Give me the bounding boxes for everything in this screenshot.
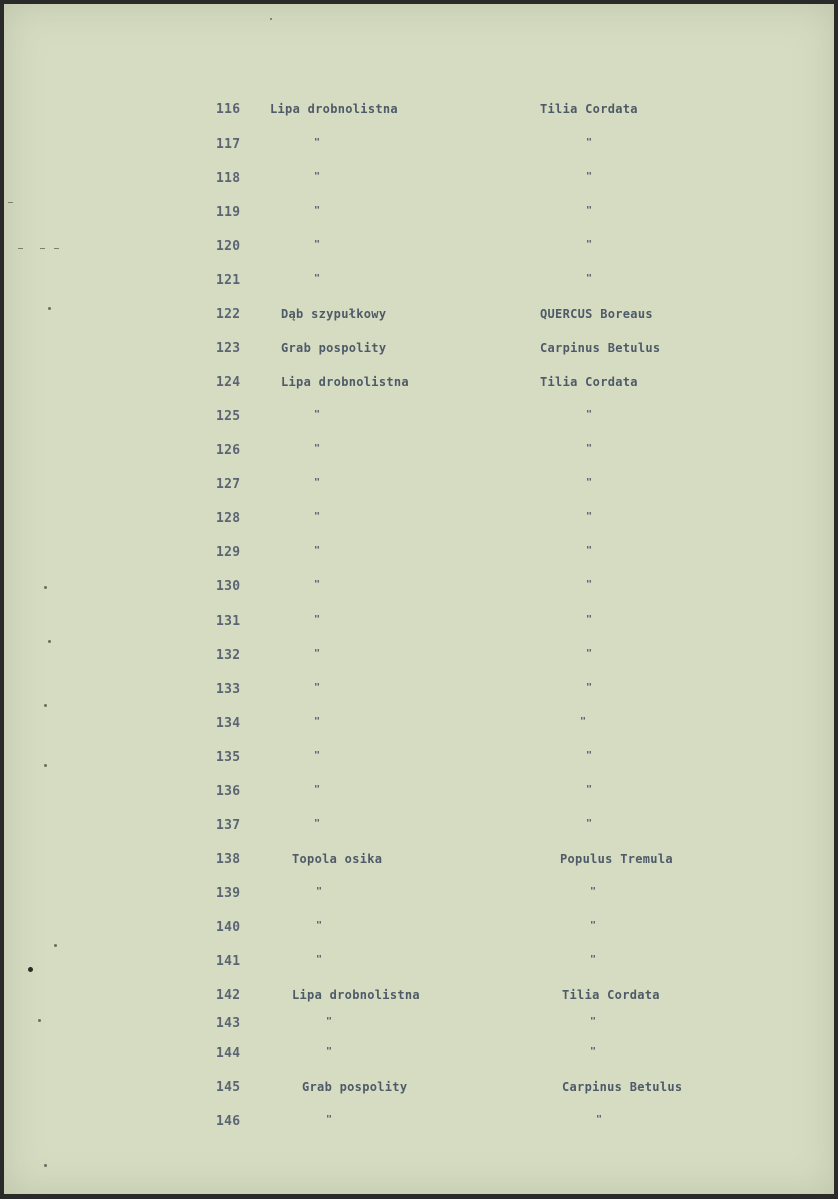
polish-name: " <box>314 171 321 182</box>
polish-name: " <box>314 716 321 727</box>
document-page <box>4 4 834 1194</box>
entry-number: 132 <box>216 648 241 663</box>
margin-mark <box>18 248 23 249</box>
table-row <box>4 886 834 906</box>
latin-name: " <box>586 511 593 522</box>
entry-number: 131 <box>216 614 241 629</box>
entry-number: 130 <box>216 579 241 594</box>
latin-name: Populus Tremula <box>560 852 673 866</box>
latin-name: " <box>586 545 593 556</box>
latin-name: Tilia Cordata <box>540 102 638 116</box>
margin-speck <box>270 18 272 20</box>
latin-name: " <box>586 443 593 454</box>
latin-name: " <box>586 579 593 590</box>
latin-name: " <box>586 137 593 148</box>
polish-name: " <box>316 954 323 965</box>
table-row <box>4 341 834 361</box>
latin-name: " <box>586 784 593 795</box>
entry-number: 127 <box>216 477 241 492</box>
polish-name: " <box>314 239 321 250</box>
entry-number: 141 <box>216 954 241 969</box>
latin-name: " <box>590 954 597 965</box>
margin-speck <box>44 704 47 707</box>
entry-number: 146 <box>216 1114 241 1129</box>
latin-name: Tilia Cordata <box>562 988 660 1002</box>
margin-speck <box>44 764 47 767</box>
table-row <box>4 239 834 259</box>
table-row <box>4 852 834 872</box>
entry-number: 140 <box>216 920 241 935</box>
polish-name: " <box>316 886 323 897</box>
table-row <box>4 1114 834 1134</box>
latin-name: " <box>586 409 593 420</box>
polish-name: " <box>326 1114 333 1125</box>
entry-number: 122 <box>216 307 241 322</box>
polish-name: " <box>314 750 321 761</box>
margin-mark <box>40 248 45 249</box>
polish-name: " <box>314 648 321 659</box>
table-row <box>4 648 834 668</box>
entry-number: 138 <box>216 852 241 867</box>
entry-number: 143 <box>216 1016 241 1031</box>
polish-name: Lipa drobnolistna <box>270 102 398 116</box>
table-row <box>4 750 834 770</box>
latin-name: " <box>586 682 593 693</box>
entry-number: 134 <box>216 716 241 731</box>
latin-name: " <box>586 477 593 488</box>
polish-name: " <box>314 205 321 216</box>
table-row <box>4 988 834 1008</box>
latin-name: " <box>590 886 597 897</box>
latin-name: " <box>586 239 593 250</box>
table-row <box>4 375 834 395</box>
latin-name: " <box>586 273 593 284</box>
latin-name: " <box>590 1046 597 1057</box>
table-row <box>4 307 834 327</box>
polish-name: " <box>316 920 323 931</box>
latin-name: " <box>586 750 593 761</box>
table-row <box>4 579 834 599</box>
entry-number: 136 <box>216 784 241 799</box>
latin-name: " <box>586 648 593 659</box>
table-row <box>4 443 834 463</box>
polish-name: " <box>326 1016 333 1027</box>
polish-name: " <box>314 614 321 625</box>
margin-speck <box>48 307 51 310</box>
polish-name: " <box>314 477 321 488</box>
polish-name: " <box>314 818 321 829</box>
margin-speck <box>28 967 33 972</box>
latin-name: " <box>596 1114 603 1125</box>
entry-number: 126 <box>216 443 241 458</box>
latin-name: " <box>586 171 593 182</box>
latin-name: " <box>586 205 593 216</box>
entry-number: 129 <box>216 545 241 560</box>
polish-name: Lipa drobnolistna <box>281 375 409 389</box>
entry-number: 123 <box>216 341 241 356</box>
table-row <box>4 1016 834 1036</box>
table-row <box>4 171 834 191</box>
latin-name: QUERCUS Boreaus <box>540 307 653 321</box>
polish-name: " <box>314 579 321 590</box>
latin-name: " <box>586 818 593 829</box>
entry-number: 133 <box>216 682 241 697</box>
margin-speck <box>54 944 57 947</box>
polish-name: " <box>326 1046 333 1057</box>
margin-mark <box>8 202 13 203</box>
margin-speck <box>44 586 47 589</box>
margin-speck <box>48 640 51 643</box>
table-row <box>4 545 834 565</box>
table-row <box>4 614 834 634</box>
table-row <box>4 477 834 497</box>
entry-number: 117 <box>216 137 241 152</box>
table-row <box>4 1046 834 1066</box>
polish-name: " <box>314 273 321 284</box>
entry-number: 125 <box>216 409 241 424</box>
margin-speck <box>44 1164 47 1167</box>
polish-name: " <box>314 443 321 454</box>
latin-name: " <box>590 920 597 931</box>
polish-name: " <box>314 137 321 148</box>
latin-name: Tilia Cordata <box>540 375 638 389</box>
entry-number: 119 <box>216 205 241 220</box>
entry-number: 144 <box>216 1046 241 1061</box>
entry-number: 121 <box>216 273 241 288</box>
table-row <box>4 102 834 122</box>
polish-name: " <box>314 545 321 556</box>
latin-name: Carpinus Betulus <box>562 1080 683 1094</box>
entry-number: 137 <box>216 818 241 833</box>
polish-name: " <box>314 682 321 693</box>
polish-name: Lipa drobnolistna <box>292 988 420 1002</box>
entry-number: 120 <box>216 239 241 254</box>
table-row <box>4 511 834 531</box>
table-row <box>4 273 834 293</box>
entry-number: 116 <box>216 102 241 117</box>
entry-number: 139 <box>216 886 241 901</box>
entry-number: 128 <box>216 511 241 526</box>
table-row <box>4 682 834 702</box>
latin-name: " <box>580 716 587 727</box>
polish-name: " <box>314 409 321 420</box>
table-row <box>4 818 834 838</box>
table-row <box>4 1080 834 1100</box>
polish-name: " <box>314 784 321 795</box>
table-row <box>4 784 834 804</box>
table-row <box>4 137 834 157</box>
latin-name: Carpinus Betulus <box>540 341 661 355</box>
entry-number: 142 <box>216 988 241 1003</box>
polish-name: Grab pospolity <box>281 341 387 355</box>
polish-name: Grab pospolity <box>302 1080 408 1094</box>
margin-mark <box>54 248 59 249</box>
table-row <box>4 920 834 940</box>
polish-name: Topola osika <box>292 852 383 866</box>
entry-number: 118 <box>216 171 241 186</box>
entry-number: 135 <box>216 750 241 765</box>
table-row <box>4 205 834 225</box>
entry-number: 124 <box>216 375 241 390</box>
polish-name: Dąb szypułkowy <box>281 307 387 321</box>
polish-name: " <box>314 511 321 522</box>
table-row <box>4 716 834 736</box>
table-row <box>4 409 834 429</box>
latin-name: " <box>586 614 593 625</box>
table-row <box>4 954 834 974</box>
margin-speck <box>38 1019 41 1022</box>
latin-name: " <box>590 1016 597 1027</box>
entry-number: 145 <box>216 1080 241 1095</box>
